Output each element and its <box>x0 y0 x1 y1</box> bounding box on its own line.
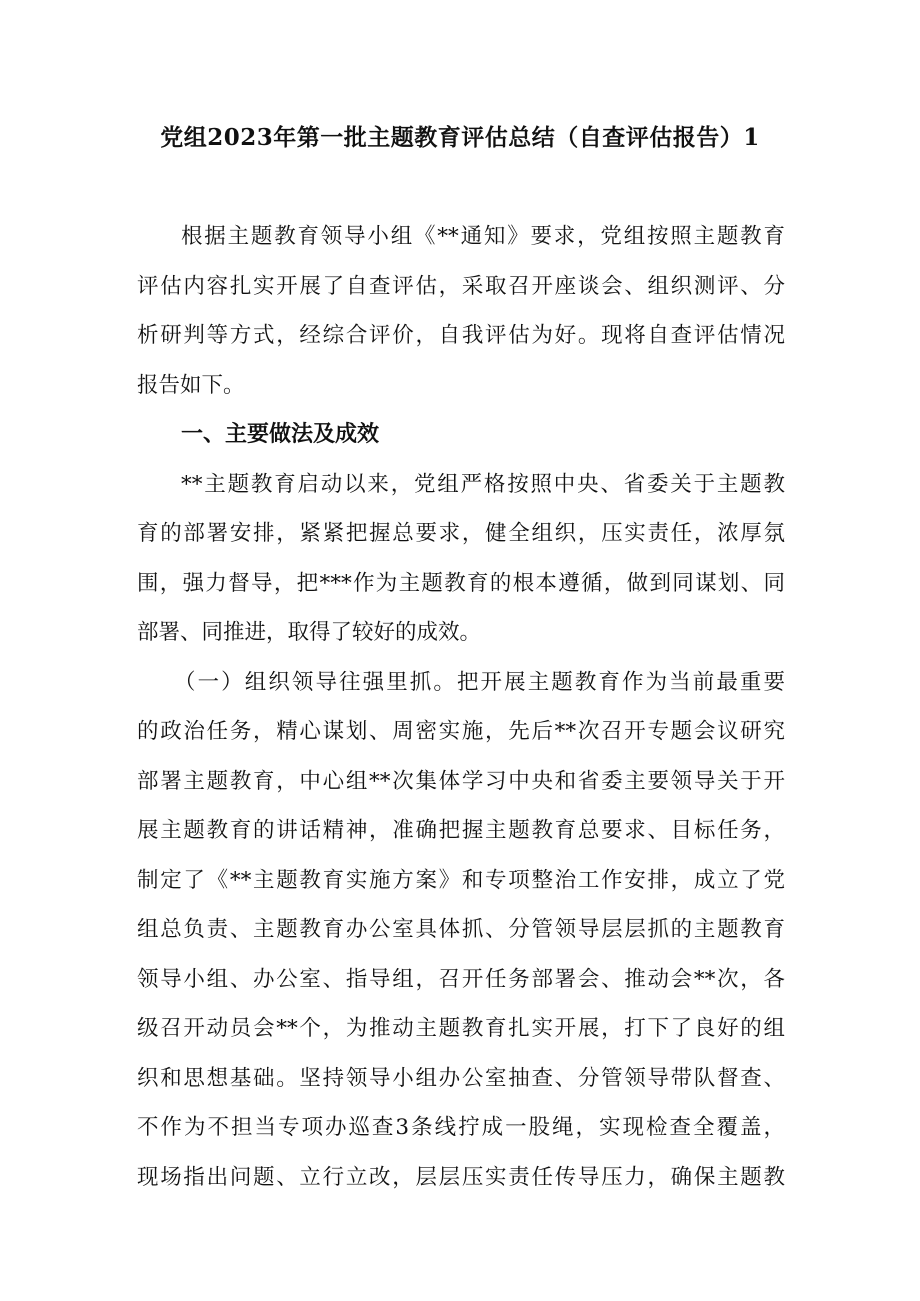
paragraph-line: 领导小组、办公室、指导组，召开任务部署会、推动会**次，各 <box>137 966 785 992</box>
paragraph-line: 展主题教育的讲话精神，准确把握主题教育总要求、目标任务， <box>137 818 785 843</box>
section-heading: 一、主要做法及成效 <box>181 422 380 447</box>
paragraph-line: 级召开动员会**个，为推动主题教育扎实开展，打下了良好的组 <box>137 1016 785 1041</box>
intro-paragraph <box>137 212 785 410</box>
paragraph-line: 评估内容扎实开展了自查评估，采取召开座谈会、组织测评、分 <box>137 273 785 299</box>
paragraph-line: 组总负责、主题教育办公室具体抓、分管领导层层抓的主题教育 <box>137 917 785 942</box>
paragraph-line: 部署、同推进，取得了较好的成效。 <box>137 620 482 645</box>
section-1-paragraph <box>137 460 785 658</box>
subsection-1-paragraph <box>137 658 785 1203</box>
paragraph-line: **主题教育启动以来，党组严格按照中央、省委关于主题教 <box>181 471 785 497</box>
paragraph-line: 析研判等方式，经综合评价，自我评估为好。现将自查评估情况 <box>137 323 785 348</box>
paragraph-line: 根据主题教育领导小组《**通知》要求，党组按照主题教育 <box>181 224 785 249</box>
paragraph-line: 部署主题教育，中心组**次集体学习中央和省委主要领导关于开 <box>137 768 785 794</box>
paragraph-line: 不作为不担当专项办巡查3条线拧成一股绳，实现检查全覆盖， <box>137 1115 785 1140</box>
paragraph-line: 制定了《**主题教育实施方案》和专项整治工作安排，成立了党 <box>137 867 785 893</box>
document-body <box>137 212 785 1202</box>
paragraph-line: 报告如下。 <box>137 372 245 398</box>
paragraph-line: 织和思想基础。坚持领导小组办公室抽查、分管领导带队督查、 <box>137 1065 785 1091</box>
paragraph-line: 的政治任务，精心谋划、周密实施，先后**次召开专题会议研究 <box>137 719 785 744</box>
paragraph-line: 现场指出问题、立行立改，层层压实责任传导压力，确保主题教 <box>137 1164 785 1190</box>
paragraph-line: 育的部署安排，紧紧把握总要求，健全组织，压实责任，浓厚氛 <box>137 521 785 546</box>
paragraph-line: （一）组织领导往强里抓。把开展主题教育作为当前最重要 <box>174 669 785 695</box>
paragraph-line: 围，强力督导，把***作为主题教育的根本遵循，做到同谋划、同 <box>137 570 785 596</box>
document-title: 党组2023年第一批主题教育评估总结（自查评估报告）1 <box>160 124 760 151</box>
